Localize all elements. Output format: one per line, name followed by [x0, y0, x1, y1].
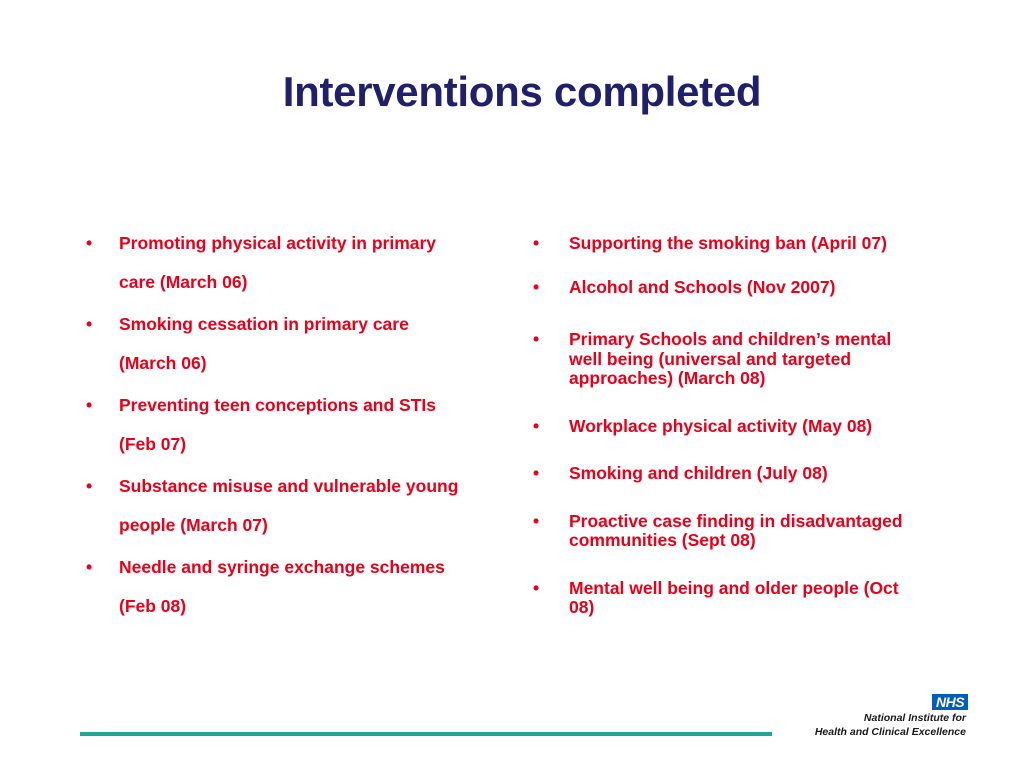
item-text-line: Preventing teen conceptions and STIs [119, 395, 437, 415]
bullet-icon: • [533, 329, 540, 349]
nhs-badge: NHS [932, 694, 968, 710]
bullet-icon: • [86, 233, 93, 253]
list-item [533, 577, 969, 618]
nice-logo [808, 694, 968, 742]
right-bullet-list [533, 233, 969, 618]
bullet-icon: • [86, 395, 93, 415]
item-text-line: people (March 07) [119, 514, 268, 535]
item-text-line: Alcohol and Schools (Nov 2007) [569, 276, 836, 297]
list-item [86, 224, 509, 301]
bullet-icon: • [533, 415, 540, 436]
bullet-icon: • [533, 577, 540, 598]
list-item [533, 510, 969, 551]
item-text-line: care (March 06) [119, 271, 248, 292]
list-item [86, 305, 509, 382]
bullet-icon: • [533, 276, 540, 297]
footer-divider [80, 732, 772, 736]
bullet-icon: • [86, 314, 93, 334]
item-text-line: Smoking cessation in primary care [119, 314, 409, 334]
item-text-line: Supporting the smoking ban (April 07) [569, 233, 887, 253]
item-text-line: well being (universal and targeted [569, 348, 852, 369]
item-text-line: Substance misuse and vulnerable young [119, 476, 459, 496]
item-text-line: Mental well being and older people (Oct [569, 577, 899, 598]
item-text-line: communities (Sept 08) [569, 530, 756, 550]
item-text-line: Needle and syringe exchange schemes [119, 557, 445, 577]
list-item [86, 548, 509, 625]
list-item [86, 467, 509, 544]
bullet-icon: • [533, 463, 540, 483]
list-item [533, 276, 969, 298]
logo-text-line: Health and Clinical Excellence [814, 726, 966, 738]
list-item [86, 386, 509, 463]
item-text-line: approaches) (March 08) [569, 368, 766, 388]
bullet-icon: • [86, 557, 93, 577]
item-text-line: (March 06) [119, 352, 207, 373]
bullet-icon: • [533, 233, 540, 253]
logo-text-line: National Institute for [863, 712, 966, 724]
bullet-icon: • [533, 510, 540, 531]
item-text-line: Primary Schools and children’s mental [569, 329, 892, 349]
item-text-line: Smoking and children (July 08) [569, 463, 828, 483]
item-text-line: Workplace physical activity (May 08) [569, 415, 873, 436]
list-item [533, 329, 969, 389]
item-text-line: 08) [569, 597, 595, 617]
slide-title: Interventions completed [282, 68, 762, 115]
list-item [533, 415, 969, 437]
item-text-line: (Feb 07) [119, 433, 187, 454]
item-text-line: (Feb 08) [119, 595, 187, 616]
list-item [533, 233, 969, 254]
list-item [533, 463, 969, 484]
left-bullet-list [86, 224, 509, 629]
item-text-line: Promoting physical activity in primary [119, 233, 437, 253]
bullet-icon: • [86, 476, 93, 496]
item-text-line: Proactive case finding in disadvantaged [569, 510, 903, 531]
